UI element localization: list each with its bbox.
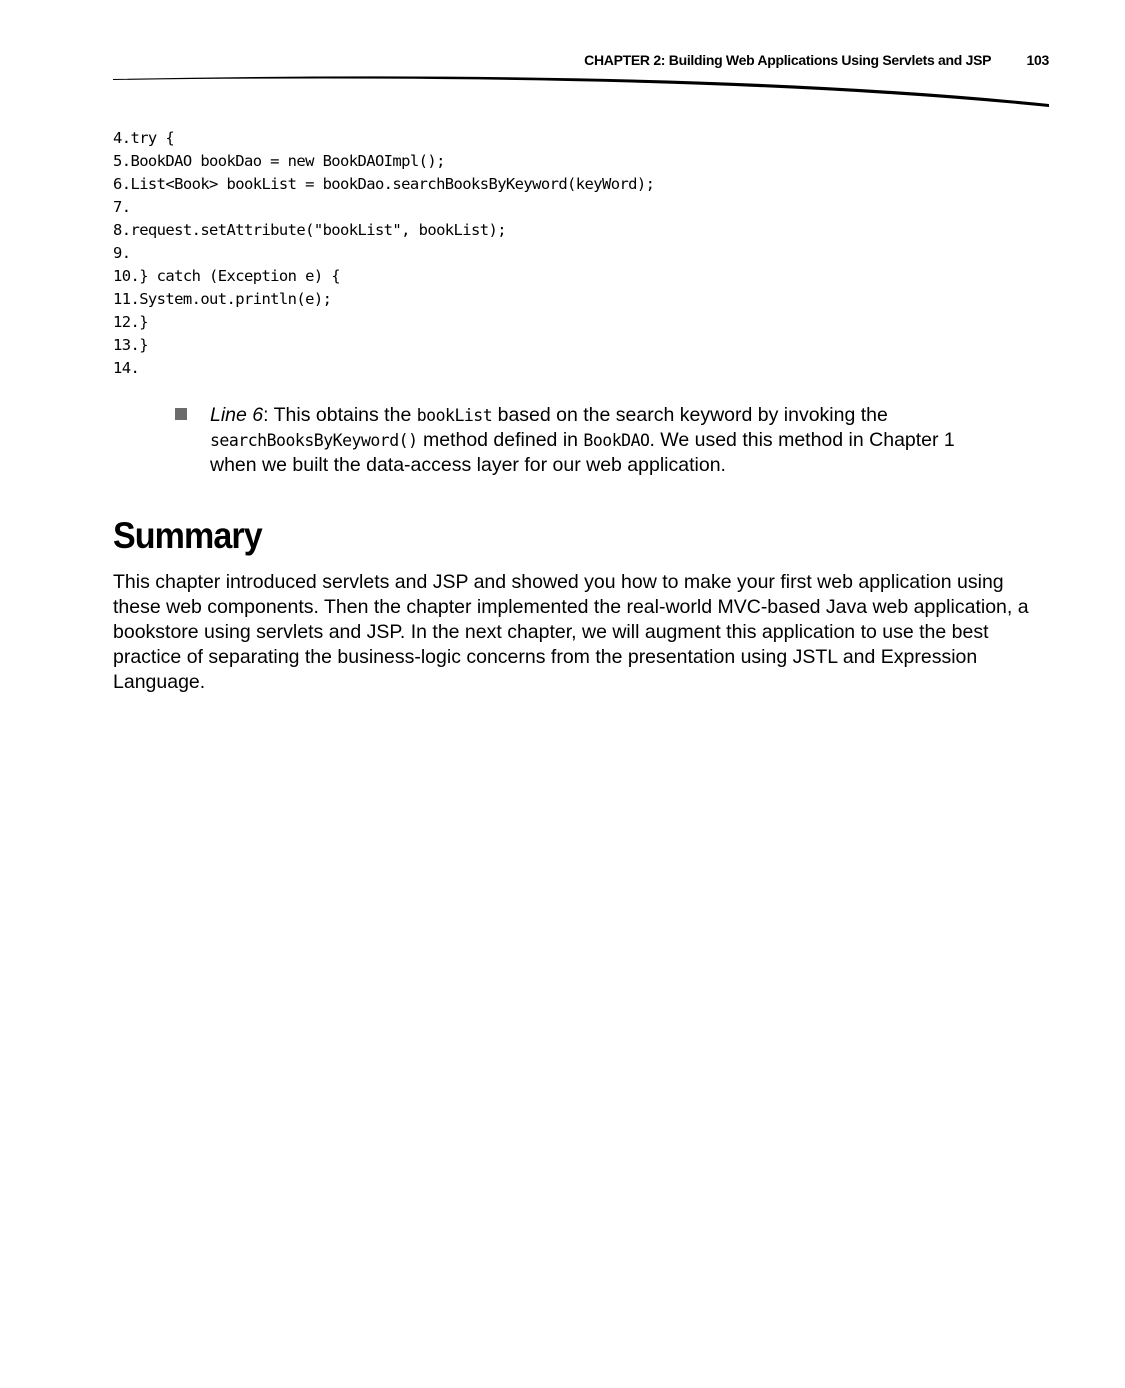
- inline-code: searchBooksByKeyword(): [210, 431, 418, 450]
- bullet-text-part: : This obtains the: [263, 404, 417, 426]
- code-line: 14.: [113, 359, 140, 377]
- bullet-text-part: method defined in: [417, 429, 584, 451]
- section-heading: Summary: [113, 515, 262, 556]
- code-listing: [113, 127, 654, 380]
- code-line: 11.System.out.println(e);: [113, 290, 332, 308]
- code-line: 6.List<Book> bookList = bookDao.searchBooksByKeyword(keyWord);: [113, 175, 655, 193]
- chapter-title: CHAPTER 2: Building Web Applications Using Servlets and JSP: [584, 52, 991, 68]
- code-line: 10.} catch (Exception e) {: [113, 267, 341, 285]
- code-line: 7.: [113, 198, 131, 216]
- summary-paragraph: This chapter introduced servlets and JSP and showed you how to make your first web application using these web components. Then the chapter implemented the real-world MVC-based Java web application, a bookstore using servlets and JSP. In the next chapter, we will augment this application to use the best practice of separating the business-logic concerns from the presentation using JSTL and Expression Language.: [113, 571, 1029, 693]
- code-line: 8.request.setAttribute("bookList", bookList);: [113, 221, 506, 239]
- inline-code: bookList: [416, 406, 493, 425]
- page-number: 103: [1026, 52, 1049, 68]
- code-line: 5.BookDAO bookDao = new BookDAOImpl();: [113, 152, 445, 170]
- bullet-text: [210, 403, 955, 478]
- header-rule: [0, 0, 1125, 120]
- bullet-text-part: . We used this method in Chapter 1 when we built the data-access layer for our web application.: [210, 429, 955, 476]
- inline-code: BookDAO: [583, 431, 650, 450]
- code-line: 9.: [113, 244, 131, 262]
- code-line: 13.}: [113, 336, 148, 354]
- square-bullet-icon: [175, 408, 187, 420]
- code-line: 12.}: [113, 313, 148, 331]
- bullet-text-part: based on the search keyword by invoking the: [492, 404, 888, 426]
- bullet-label: Line 6: [210, 404, 264, 426]
- bullet-item: [175, 403, 955, 478]
- code-line: 4.try {: [113, 129, 175, 147]
